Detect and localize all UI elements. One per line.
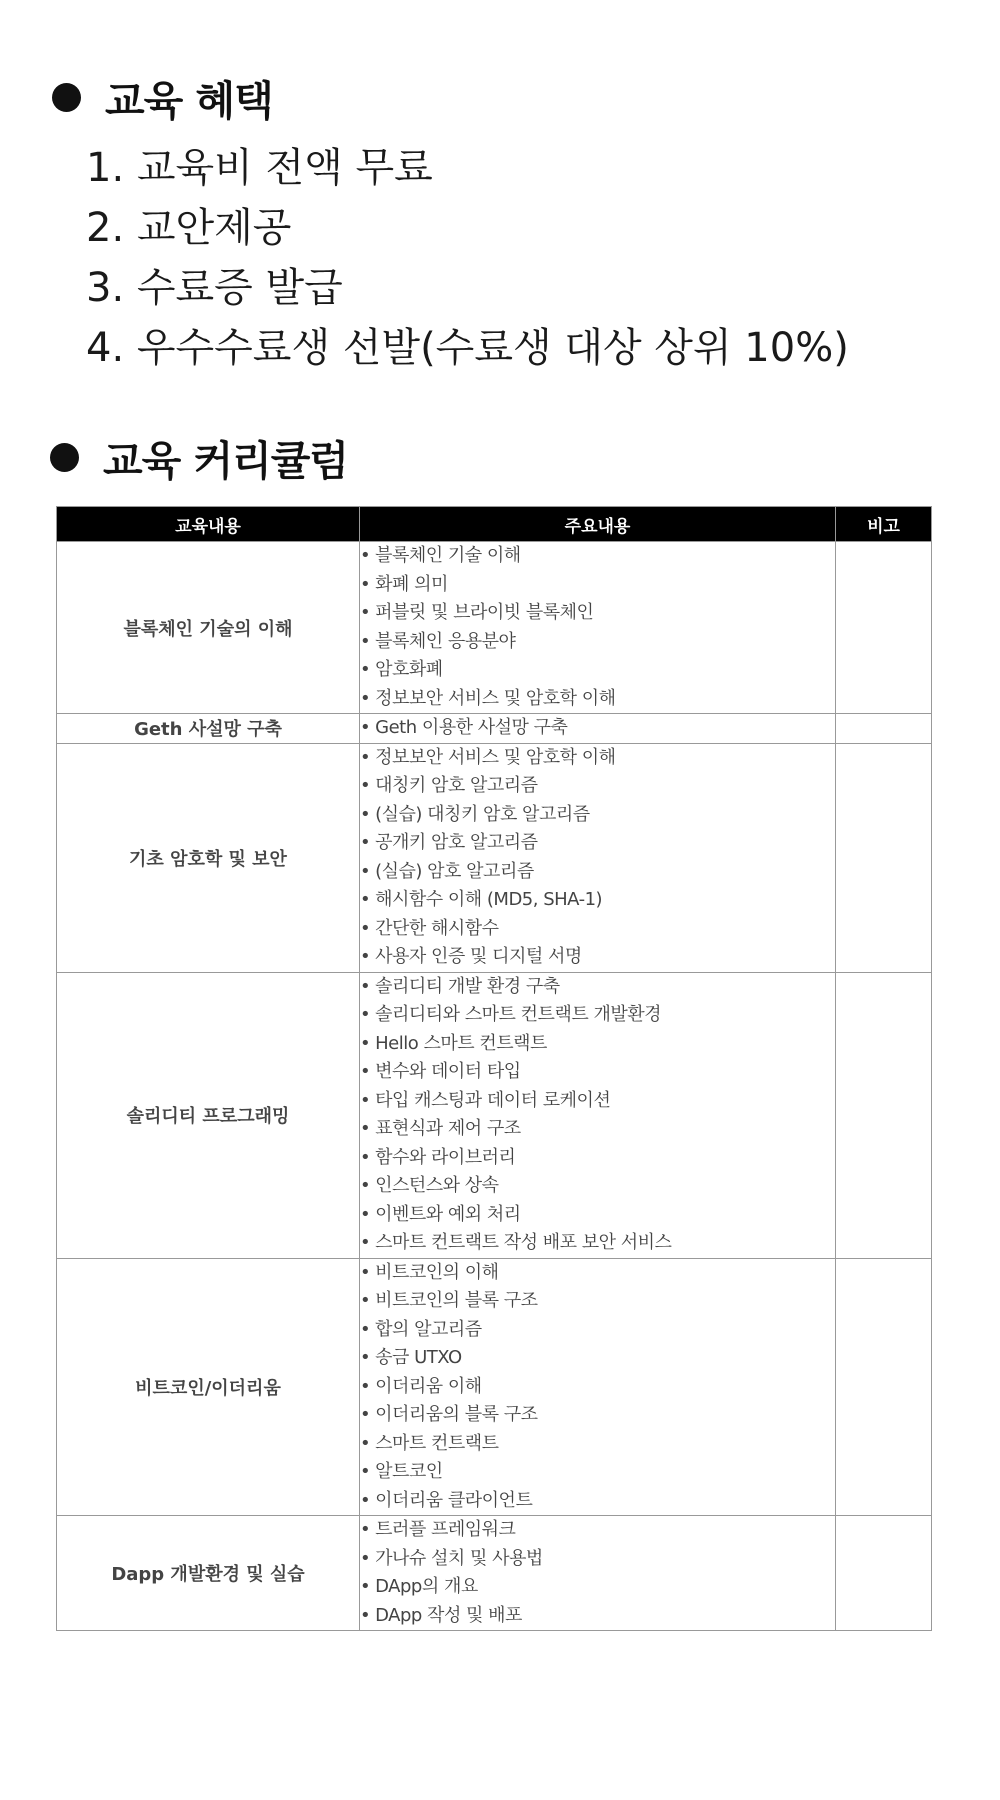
row-topics xyxy=(360,714,836,744)
topic-item: • 이벤트와 예외 처리 xyxy=(360,1201,835,1230)
benefit-item: 4. 우수수료생 선발(수료생 대상 상위 10%) xyxy=(86,325,849,371)
table-row xyxy=(57,743,932,972)
topic-item: • (실습) 대칭키 암호 알고리즘 xyxy=(360,801,835,830)
topic-item: • 합의 알고리즘 xyxy=(360,1316,835,1345)
benefits-list xyxy=(86,138,849,378)
topic-item: • 스마트 컨트랙트 xyxy=(360,1430,835,1459)
topic-item: • 해시함수 이해 (MD5, SHA-1) xyxy=(360,886,835,915)
row-remark xyxy=(836,972,932,1258)
topic-list xyxy=(360,1516,835,1630)
row-subject: 비트코인/이더리움 xyxy=(57,1258,360,1516)
topic-list xyxy=(360,744,835,972)
row-topics xyxy=(360,1258,836,1516)
topic-item: • 비트코인의 이해 xyxy=(360,1259,835,1288)
table-row xyxy=(57,714,932,744)
curriculum-table xyxy=(56,506,932,1631)
topic-item: • 가나슈 설치 및 사용법 xyxy=(360,1545,835,1574)
curriculum-heading-text: 교육 커리큘럼 xyxy=(103,437,348,485)
topic-item: • 스마트 컨트랙트 작성 배포 보안 서비스 xyxy=(360,1229,835,1258)
row-remark xyxy=(836,743,932,972)
table-row xyxy=(57,1258,932,1516)
topic-item: • 암호화폐 xyxy=(360,656,835,685)
topic-item: • 블록체인 응용분야 xyxy=(360,628,835,657)
topic-item: • 솔리디티 개발 환경 구축 xyxy=(360,973,835,1002)
topic-item: • Hello 스마트 컨트랙트 xyxy=(360,1030,835,1059)
column-header-remark: 비고 xyxy=(836,507,932,542)
row-topics xyxy=(360,972,836,1258)
column-header-subject: 교육내용 xyxy=(57,507,360,542)
topic-item: • 이더리움 클라이언트 xyxy=(360,1487,835,1516)
row-topics xyxy=(360,542,836,714)
bullet-icon xyxy=(50,443,79,472)
topic-item: • 트러플 프레임워크 xyxy=(360,1516,835,1545)
topic-item: • 알트코인 xyxy=(360,1458,835,1487)
row-remark xyxy=(836,714,932,744)
benefits-heading-text: 교육 혜택 xyxy=(105,77,273,125)
topic-item: • 퍼블릿 및 브라이빗 블록체인 xyxy=(360,599,835,628)
topic-item: • 블록체인 기술 이해 xyxy=(360,542,835,571)
bullet-icon xyxy=(52,83,81,112)
topic-item: • 솔리디티와 스마트 컨트랙트 개발환경 xyxy=(360,1001,835,1030)
row-subject: Dapp 개발환경 및 실습 xyxy=(57,1516,360,1631)
topic-item: • 인스턴스와 상속 xyxy=(360,1172,835,1201)
topic-item: • (실습) 암호 알고리즘 xyxy=(360,858,835,887)
topic-item: • 이더리움 이해 xyxy=(360,1373,835,1402)
topic-item: • 공개키 암호 알고리즘 xyxy=(360,829,835,858)
topic-item: • 대칭키 암호 알고리즘 xyxy=(360,772,835,801)
column-header-topics: 주요내용 xyxy=(360,507,836,542)
topic-item: • 타입 캐스팅과 데이터 로케이션 xyxy=(360,1087,835,1116)
topic-item: • 사용자 인증 및 디지털 서명 xyxy=(360,943,835,972)
table-header-row xyxy=(57,507,932,542)
topic-item: • 표현식과 제어 구조 xyxy=(360,1115,835,1144)
row-topics xyxy=(360,1516,836,1631)
row-remark xyxy=(836,1258,932,1516)
curriculum-heading xyxy=(50,428,348,487)
row-topics xyxy=(360,743,836,972)
table-row xyxy=(57,972,932,1258)
table-row xyxy=(57,1516,932,1631)
row-subject: 블록체인 기술의 이해 xyxy=(57,542,360,714)
row-remark xyxy=(836,542,932,714)
row-subject: 기초 암호학 및 보안 xyxy=(57,743,360,972)
topic-list xyxy=(360,973,835,1258)
topic-item: • Geth 이용한 사설망 구축 xyxy=(360,714,835,743)
topic-list xyxy=(360,542,835,713)
topic-item: • DApp 작성 및 배포 xyxy=(360,1602,835,1631)
topic-item: • 간단한 해시함수 xyxy=(360,915,835,944)
topic-item: • DApp의 개요 xyxy=(360,1573,835,1602)
topic-item: • 정보보안 서비스 및 암호학 이해 xyxy=(360,685,835,714)
table-row xyxy=(57,542,932,714)
topic-item: • 송금 UTXO xyxy=(360,1344,835,1373)
benefit-item: 2. 교안제공 xyxy=(86,205,292,251)
topic-item: • 비트코인의 블록 구조 xyxy=(360,1287,835,1316)
topic-item: • 함수와 라이브러리 xyxy=(360,1144,835,1173)
curriculum-body xyxy=(57,542,932,1631)
topic-list xyxy=(360,714,835,743)
benefit-item: 3. 수료증 발급 xyxy=(86,265,343,311)
topic-item: • 화폐 의미 xyxy=(360,571,835,600)
topic-list xyxy=(360,1259,835,1516)
row-subject: 솔리디티 프로그래밍 xyxy=(57,972,360,1258)
row-remark xyxy=(836,1516,932,1631)
row-subject: Geth 사설망 구축 xyxy=(57,714,360,744)
topic-item: • 정보보안 서비스 및 암호학 이해 xyxy=(360,744,835,773)
benefit-item: 1. 교육비 전액 무료 xyxy=(86,145,433,191)
benefits-heading xyxy=(52,68,273,127)
topic-item: • 변수와 데이터 타입 xyxy=(360,1058,835,1087)
topic-item: • 이더리움의 블록 구조 xyxy=(360,1401,835,1430)
